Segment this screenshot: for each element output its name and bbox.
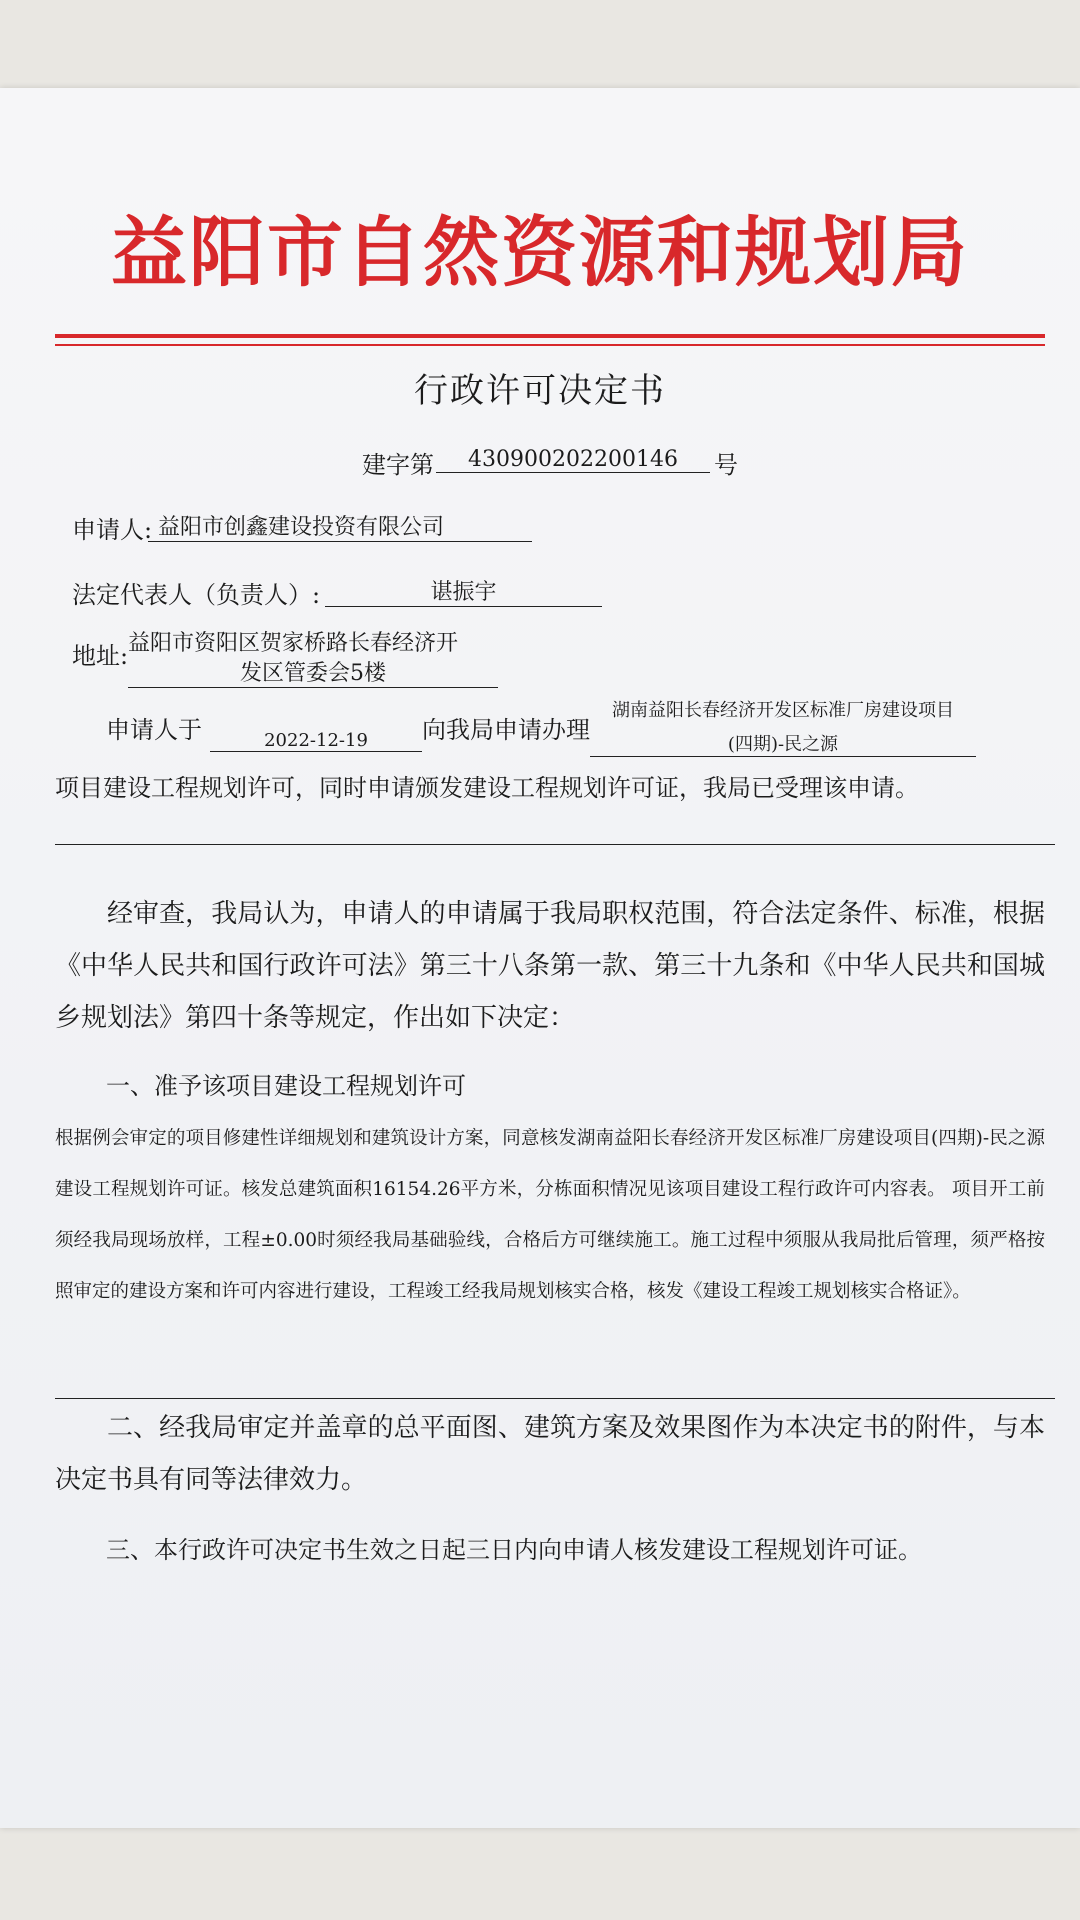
legal-rep-value: 谌振宇 [325, 575, 602, 607]
review-text: 经审查，我局认为，申请人的申请属于我局职权范围，符合法定条件、标准，根据《中华人民共和国行政许可法》第三十八条第一款、第三十九条和《中华人民共和国城乡规划法》第四十条等规定，作出如下决定： [55, 899, 1045, 1033]
project-name-line1: 湖南益阳长春经济开发区标准厂房建设项目 [612, 700, 954, 721]
application-date: 2022-12-19 [210, 730, 422, 752]
address-line1: 益阳市资阳区贺家桥路长春经济开 [128, 631, 459, 656]
letterhead-rule-thin [55, 344, 1045, 346]
application-prefix: 申请人于 [106, 716, 202, 744]
item1-heading: 一、准予该项目建设工程规划许可 [106, 1072, 466, 1100]
legal-rep-label: 法定代表人（负责人）: [72, 581, 321, 609]
item2-text: 二、经我局审定并盖章的总平面图、建筑方案及效果图作为本决定书的附件，与本决定书具有同等法律效力。 [55, 1413, 1045, 1495]
project-name-line2: (四期)-民之源 [590, 730, 976, 757]
letterhead: 益阳市自然资源和规划局 [111, 208, 969, 297]
divider [55, 1398, 1055, 1399]
divider [55, 844, 1055, 845]
address-line2: 发区管委会5楼 [128, 656, 498, 688]
applicant-value: 益阳市创鑫建设投资有限公司 [148, 510, 532, 542]
item1-detail-text: 根据例会审定的项目修建性详细规划和建筑设计方案，同意核发湖南益阳长春经济开发区标准厂房建设项目(四期)-民之源建设工程规划许可证。核发总建筑面积16154.26平方米，分栋面积情况见该项目建设工程行政许可内容表。 项目开工前须经我局现场放样，工程±0.00时须经我局基础验线，合格后方可继续施工。施工过程中须服从我局批后管理，须严格按照审定的建设方案和许可内容进行建设，工程竣工经我局规划核实合格，核发《建设工程竣工规划核实合格证》。 [55, 1128, 1045, 1302]
applicant-label: 申请人: [72, 516, 153, 544]
address-label: 地址: [72, 642, 129, 670]
item3-text: 三、本行政许可决定书生效之日起三日内向申请人核发建设工程规划许可证。 [106, 1536, 922, 1564]
letterhead-rule [55, 334, 1045, 338]
item1-detail [55, 1113, 1045, 1317]
review-paragraph [55, 888, 1045, 1044]
document-title: 行政许可决定书 [414, 371, 666, 411]
application-rest: 项目建设工程规划许可，同时申请颁发建设工程规划许可证，我局已受理该申请。 [55, 774, 919, 802]
item2-paragraph [55, 1402, 1045, 1506]
doc-number-value: 430900202200146 [436, 447, 710, 473]
doc-number-prefix: 建字第 [362, 451, 434, 479]
doc-number-suffix: 号 [714, 451, 738, 479]
application-middle: 向我局申请办理 [422, 716, 590, 744]
